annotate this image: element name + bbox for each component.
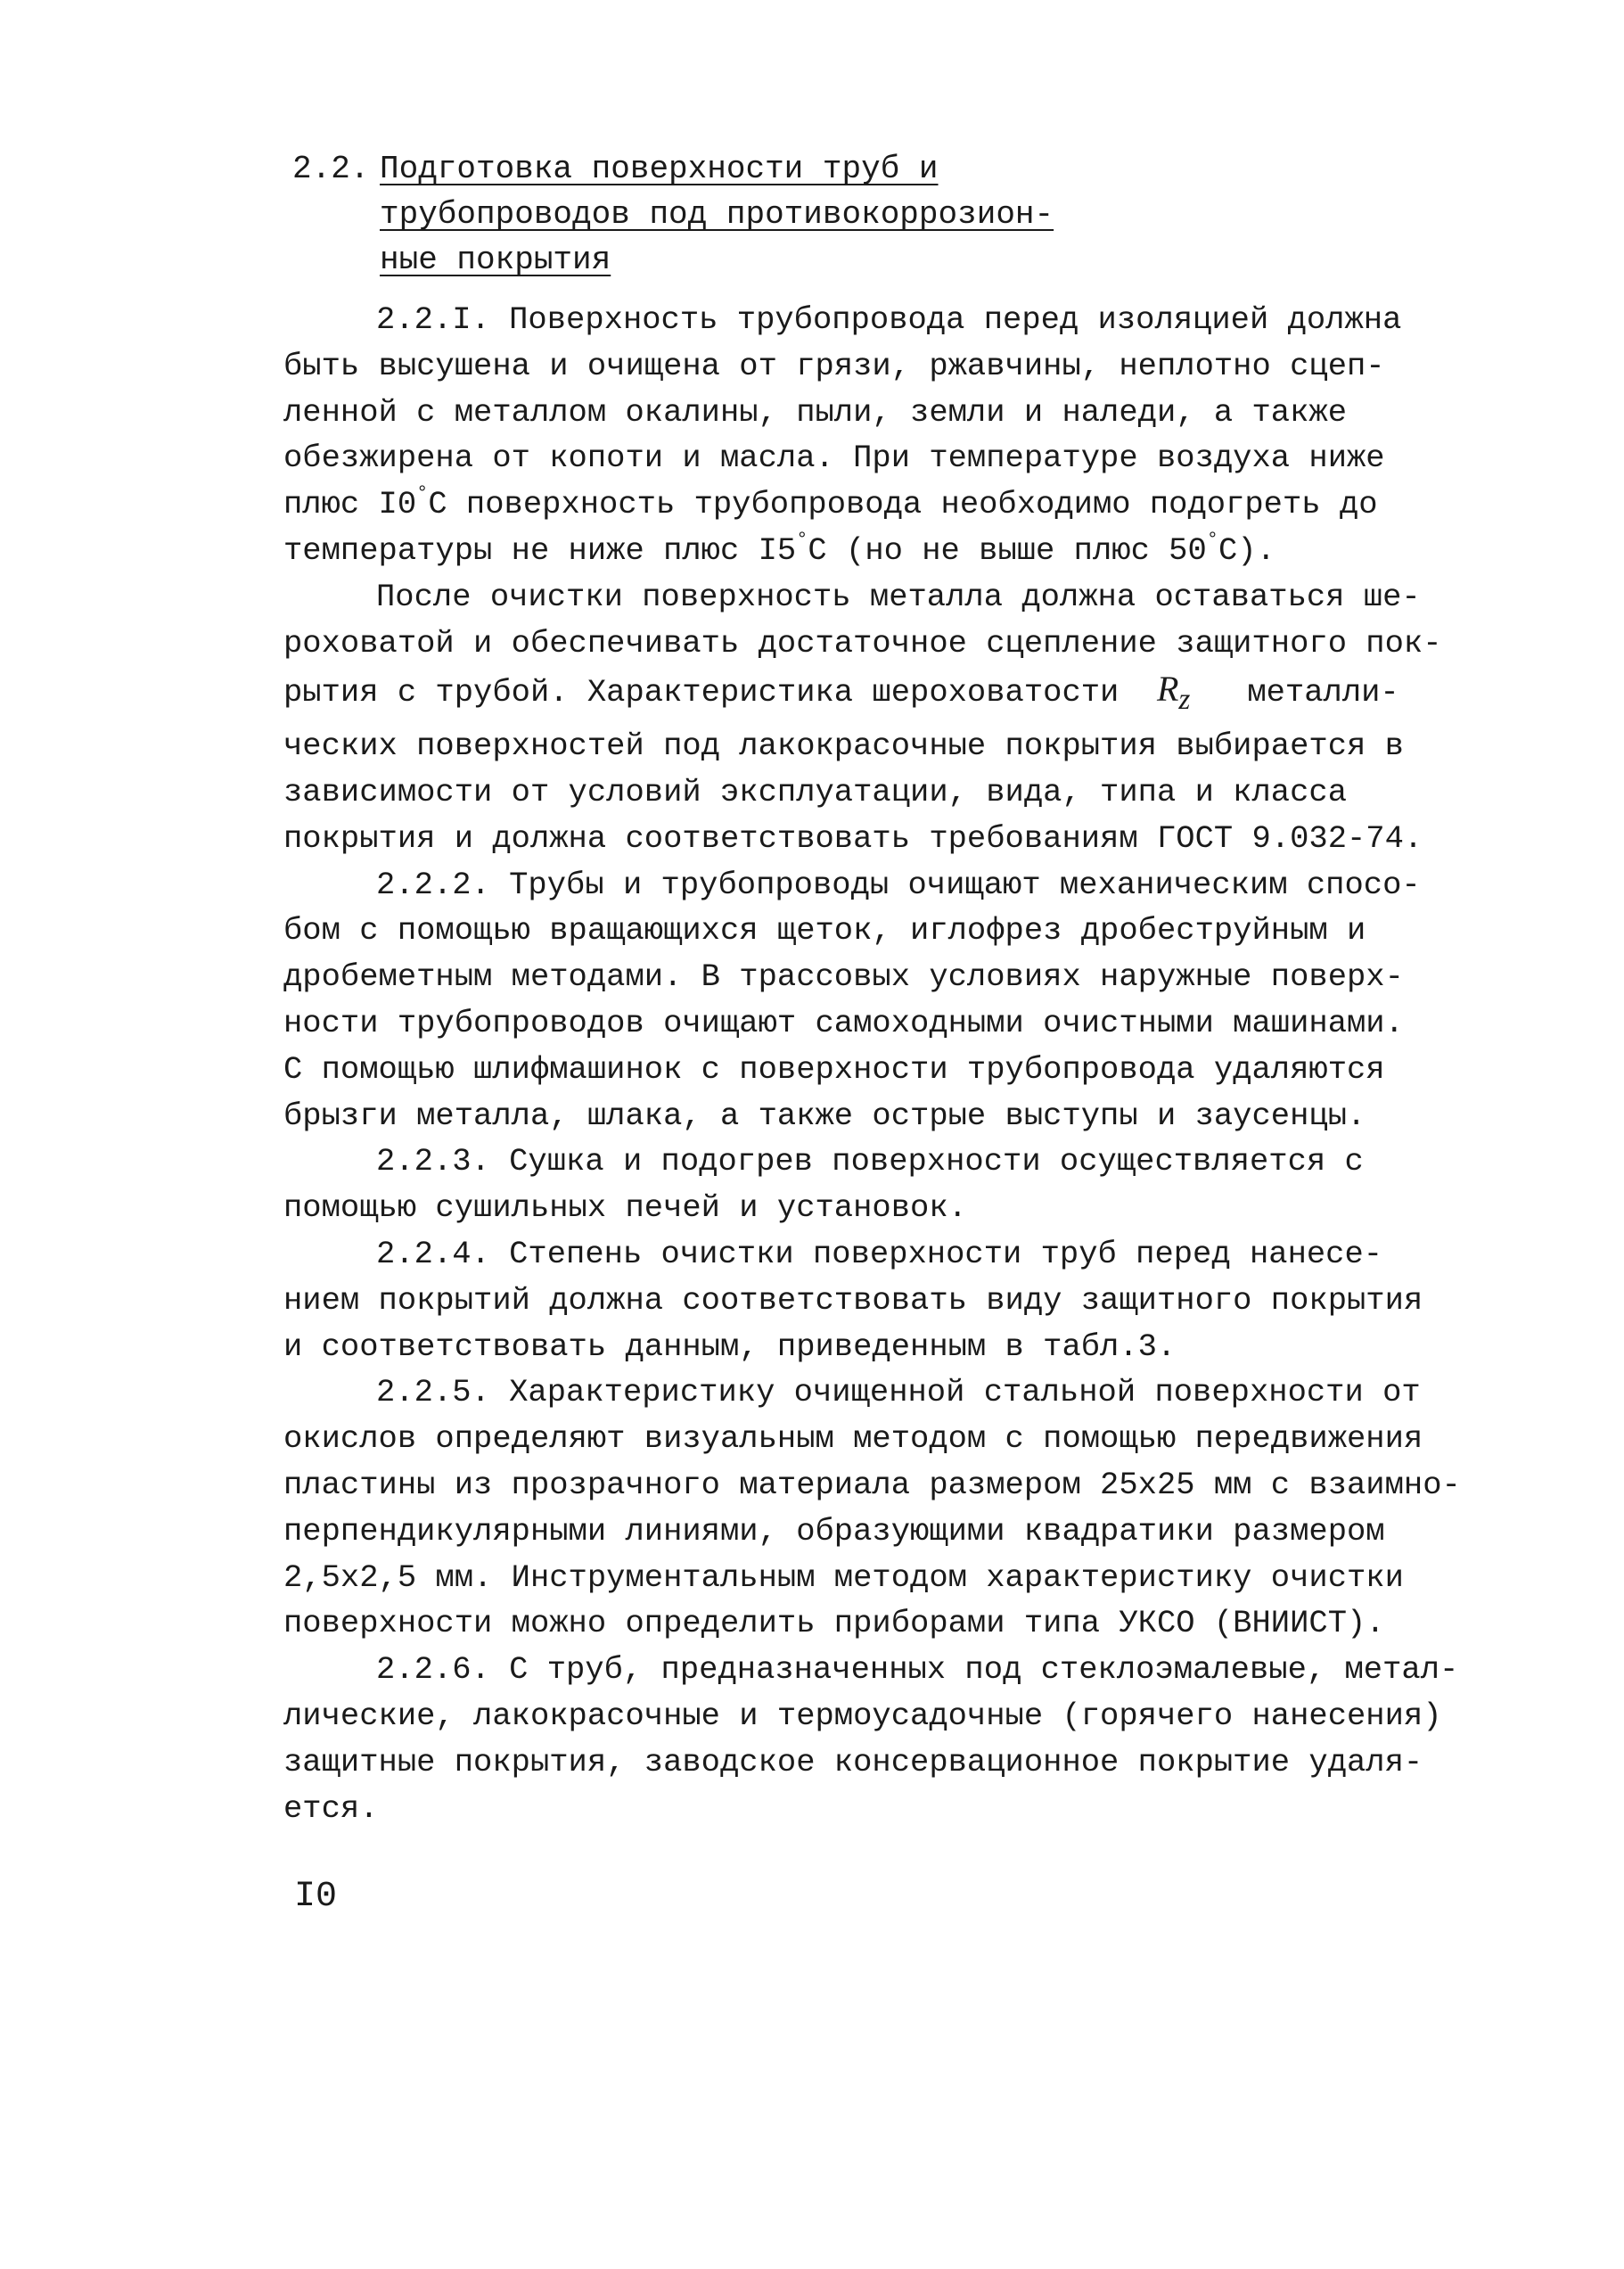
text-line: обезжирена от копоти и масла. При температуре воздуха ниже: [283, 440, 1385, 477]
text-fragment: С поверхность трубопровода необходимо подогреть до: [428, 486, 1378, 523]
text-fragment: С).: [1218, 531, 1275, 569]
text-line: 2.2.I. Поверхность трубопровода перед изоляцией должна: [376, 301, 1402, 338]
text-line: [283, 666, 1442, 723]
page-number: I0: [294, 1877, 338, 1917]
text-line: окислов определяют визуальным методом с помощью передвижения: [283, 1420, 1423, 1458]
section-title: [380, 146, 1360, 283]
text-line: пластины из прозрачного материала размером 25х25 мм с взаимно-: [283, 1466, 1461, 1503]
text-line: 2,5х2,5 мм. Инструментальным методом характеристику очистки: [283, 1558, 1404, 1596]
text-line: и соответствовать данным, приведенным в табл.3.: [283, 1328, 1177, 1365]
text-line: брызги металла, шлака, а также острые выступы и заусенцы.: [283, 1097, 1366, 1134]
text-line: лические, лакокрасочные и термоусадочные (горячего нанесения): [283, 1697, 1442, 1734]
text-line: 2.2.5. Характеристику очищенной стальной поверхности от: [376, 1374, 1421, 1411]
text-line: перпендикулярными линиями, образующими квадратики размером: [283, 1512, 1385, 1550]
text-line: 2.2.6. С труб, предназначенных под стеклоэмалевые, метал-: [376, 1651, 1459, 1689]
roughness-symbol: [1156, 669, 1191, 717]
text-fragment: температуры не ниже плюс I5: [283, 531, 797, 569]
text-line: 2.2.4. Степень очистки поверхности труб перед нанесе-: [376, 1235, 1383, 1272]
text-line: быть высушена и очищена от грязи, ржавчины, неплотно сцеп-: [283, 347, 1385, 384]
text-line: 2.2.3. Сушка и подогрев поверхности осуществляется с: [376, 1143, 1364, 1180]
text-line: 2.2.2. Трубы и трубопроводы очищают механическим спосо-: [376, 866, 1421, 903]
text-line: ности трубопроводов очищают самоходными очистными машинами.: [283, 1004, 1404, 1041]
text-line: дробеметным методами. В трассовых условиях наружные поверх-: [283, 958, 1404, 996]
text-fragment: рытия с трубой. Характеристика шероховатости: [283, 674, 1120, 711]
text-line: помощью сушильных печей и установок.: [283, 1189, 967, 1227]
roughness-subscript: z: [1178, 683, 1191, 717]
text-line: бом с помощью вращающихся щеток, иглофрез дробеструйным и: [283, 912, 1366, 950]
degree-sign: °: [1206, 528, 1218, 551]
section-title-line: ные покрытия: [380, 242, 611, 278]
degree-sign: °: [416, 482, 429, 506]
roughness-letter: R: [1156, 669, 1179, 710]
degree-sign: °: [796, 528, 808, 551]
text-line: зависимости от условий эксплуатации, вида, типа и класса: [283, 773, 1347, 810]
text-line: [283, 481, 1442, 528]
text-line: нием покрытий должна соответствовать виду защитного покрытия: [283, 1281, 1423, 1319]
text-line: [283, 528, 1442, 574]
text-line: ческих поверхностей под лакокрасочные покрытия выбирается в: [283, 728, 1404, 765]
text-line: защитные покрытия, заводское консервационное покрытие удаля-: [283, 1743, 1423, 1780]
text-line: покрытия и должна соответствовать требованиям ГОСТ 9.032-74.: [283, 819, 1423, 857]
section-title-line: трубопроводов под противокоррозион-: [380, 196, 1054, 233]
text-fragment: плюс I0: [283, 486, 417, 523]
text-fragment: металли-: [1247, 674, 1399, 711]
body-text: [283, 297, 1461, 1831]
text-line: поверхности можно определить приборами типа УКСО (ВНИИСТ).: [283, 1605, 1385, 1642]
text-line: После очистки поверхность металла должна оставаться ше-: [376, 578, 1421, 615]
text-line: роховатой и обеспечивать достаточное сцепление защитного пок-: [283, 624, 1442, 662]
text-line: С помощью шлифмашинок с поверхности трубопровода удаляются: [283, 1050, 1385, 1088]
text-line: ется.: [283, 1789, 379, 1827]
section-number: 2.2.: [292, 151, 370, 187]
text-fragment: С (но не выше плюс 50: [808, 531, 1207, 569]
text-line: ленной с металлом окалины, пыли, земли и наледи, а также: [283, 393, 1347, 431]
section-title-line: Подготовка поверхности труб и: [380, 151, 939, 187]
